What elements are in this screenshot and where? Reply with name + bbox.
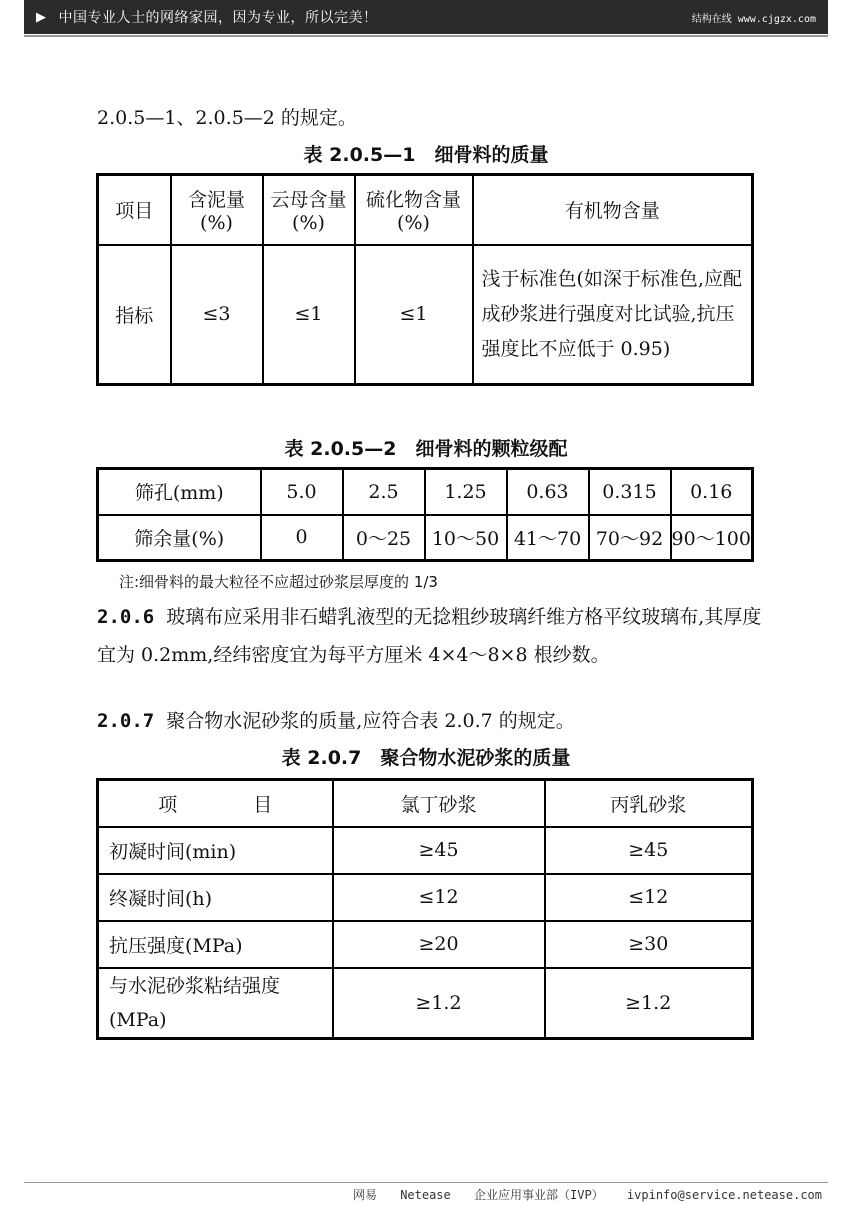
polymer-mortar-quality-table — [96, 778, 754, 1040]
t2-sieve-cell: 0.16 — [671, 469, 753, 515]
t2-sieve-cell: 5.0 — [261, 469, 343, 515]
fine-aggregate-quality-table — [96, 173, 754, 386]
play-arrow-icon: ▶ — [36, 9, 47, 25]
t3-cell: ≥1.2 — [545, 968, 753, 1039]
t3-cell: ≤12 — [545, 874, 753, 921]
t2-retained-cell: 0 — [261, 515, 343, 561]
t1-header-sulfide-unit: (%) — [397, 212, 430, 235]
t2-retained-label: 筛余量(%) — [98, 515, 261, 561]
t3-row-label: 抗压强度(MPa) — [98, 921, 333, 968]
t2-retained-cell: 0～25 — [343, 515, 425, 561]
t1-header-mud-unit: (%) — [200, 212, 233, 235]
t3-row-label: 初凝时间(min) — [98, 827, 333, 874]
intro-line: 2.0.5—1、2.0.5—2 的规定。 — [97, 107, 357, 129]
footer-brand-en: Netease — [400, 1188, 451, 1202]
t3-header-acrylic: 丙乳砂浆 — [545, 780, 753, 827]
table3-caption: 表 2.0.7 聚合物水泥砂浆的质量 — [281, 747, 571, 769]
t2-retained-cell: 70～92 — [589, 515, 671, 561]
t1-header-mica — [263, 175, 355, 245]
t1-header-mud — [171, 175, 263, 245]
t3-cell: ≥30 — [545, 921, 753, 968]
footer — [337, 1186, 822, 1203]
section-2-0-7-text: 聚合物水泥砂浆的质量,应符合表 2.0.7 的规定。 — [166, 710, 575, 732]
footer-dept: 企业应用事业部（IVP） — [474, 1188, 604, 1202]
top-banner — [24, 0, 828, 34]
t1-header-sulfide-label: 硫化物含量 — [365, 189, 461, 212]
section-2-0-6-number: 2.0.6 — [97, 606, 155, 628]
t2-sieve-cell: 1.25 — [425, 469, 507, 515]
t3-row-label: 终凝时间(h) — [98, 874, 333, 921]
section-2-0-7-number: 2.0.7 — [97, 710, 155, 732]
t2-sieve-cell: 0.315 — [589, 469, 671, 515]
t2-sieve-cell: 2.5 — [343, 469, 425, 515]
fine-aggregate-grading-table — [96, 467, 754, 562]
t2-sieve-label: 筛孔(mm) — [98, 469, 261, 515]
t1-header-sulfide — [355, 175, 473, 245]
t1-mica-value: ≤1 — [263, 245, 355, 385]
t1-mud-value: ≤3 — [171, 245, 263, 385]
t1-header-mica-label: 云母含量 — [270, 189, 347, 212]
banner-slogan: 中国专业人士的网络家园，因为专业，所以完美！ — [58, 10, 378, 26]
banner-site: 结构在线 www.cjgzx.com — [691, 13, 816, 25]
t1-row-label: 指标 — [98, 245, 171, 385]
t3-row-label: 与水泥砂浆粘结强度(MPa) — [98, 968, 333, 1039]
section-2-0-6 — [97, 598, 777, 674]
table2-note: 注:细骨料的最大粒径不应超过砂浆层厚度的 1/3 — [119, 573, 438, 591]
t3-header-neoprene: 氯丁砂浆 — [333, 780, 545, 827]
table2-caption: 表 2.0.5—2 细骨料的颗粒级配 — [284, 438, 568, 460]
t2-retained-cell: 90～100 — [671, 515, 753, 561]
t3-cell: ≥45 — [545, 827, 753, 874]
t3-cell: ≤12 — [333, 874, 545, 921]
t1-organic-value: 浅于标准色(如深于标准色,应配成砂浆进行强度对比试验,抗压强度比不应低于 0.95) — [473, 245, 753, 385]
t2-retained-cell: 41～70 — [507, 515, 589, 561]
t2-retained-cell: 10～50 — [425, 515, 507, 561]
t1-header-item: 项目 — [98, 175, 171, 245]
t3-cell: ≥45 — [333, 827, 545, 874]
t3-cell: ≥20 — [333, 921, 545, 968]
footer-email[interactable]: ivpinfo@service.netease.com — [626, 1188, 822, 1202]
t2-sieve-cell: 0.63 — [507, 469, 589, 515]
t1-header-organic: 有机物含量 — [473, 175, 753, 245]
header-divider — [24, 35, 828, 37]
section-2-0-6-text: 玻璃布应采用非石蜡乳液型的无捻粗纱玻璃纤维方格平纹玻璃布,其厚度宜为 0.2mm,经纬密度宜为每平方厘米 4×4～8×8 根纱数。 — [97, 606, 762, 666]
footer-divider — [24, 1182, 828, 1183]
t1-sulfide-value: ≤1 — [355, 245, 473, 385]
section-2-0-7 — [97, 702, 777, 740]
t3-cell: ≥1.2 — [333, 968, 545, 1039]
footer-brand: 网易 — [352, 1188, 377, 1202]
t1-header-mud-label: 含泥量 — [187, 189, 245, 212]
t1-header-mica-unit: (%) — [292, 212, 325, 235]
t3-header-item: 项 目 — [98, 780, 333, 827]
table1-caption: 表 2.0.5—1 细骨料的质量 — [303, 144, 549, 166]
